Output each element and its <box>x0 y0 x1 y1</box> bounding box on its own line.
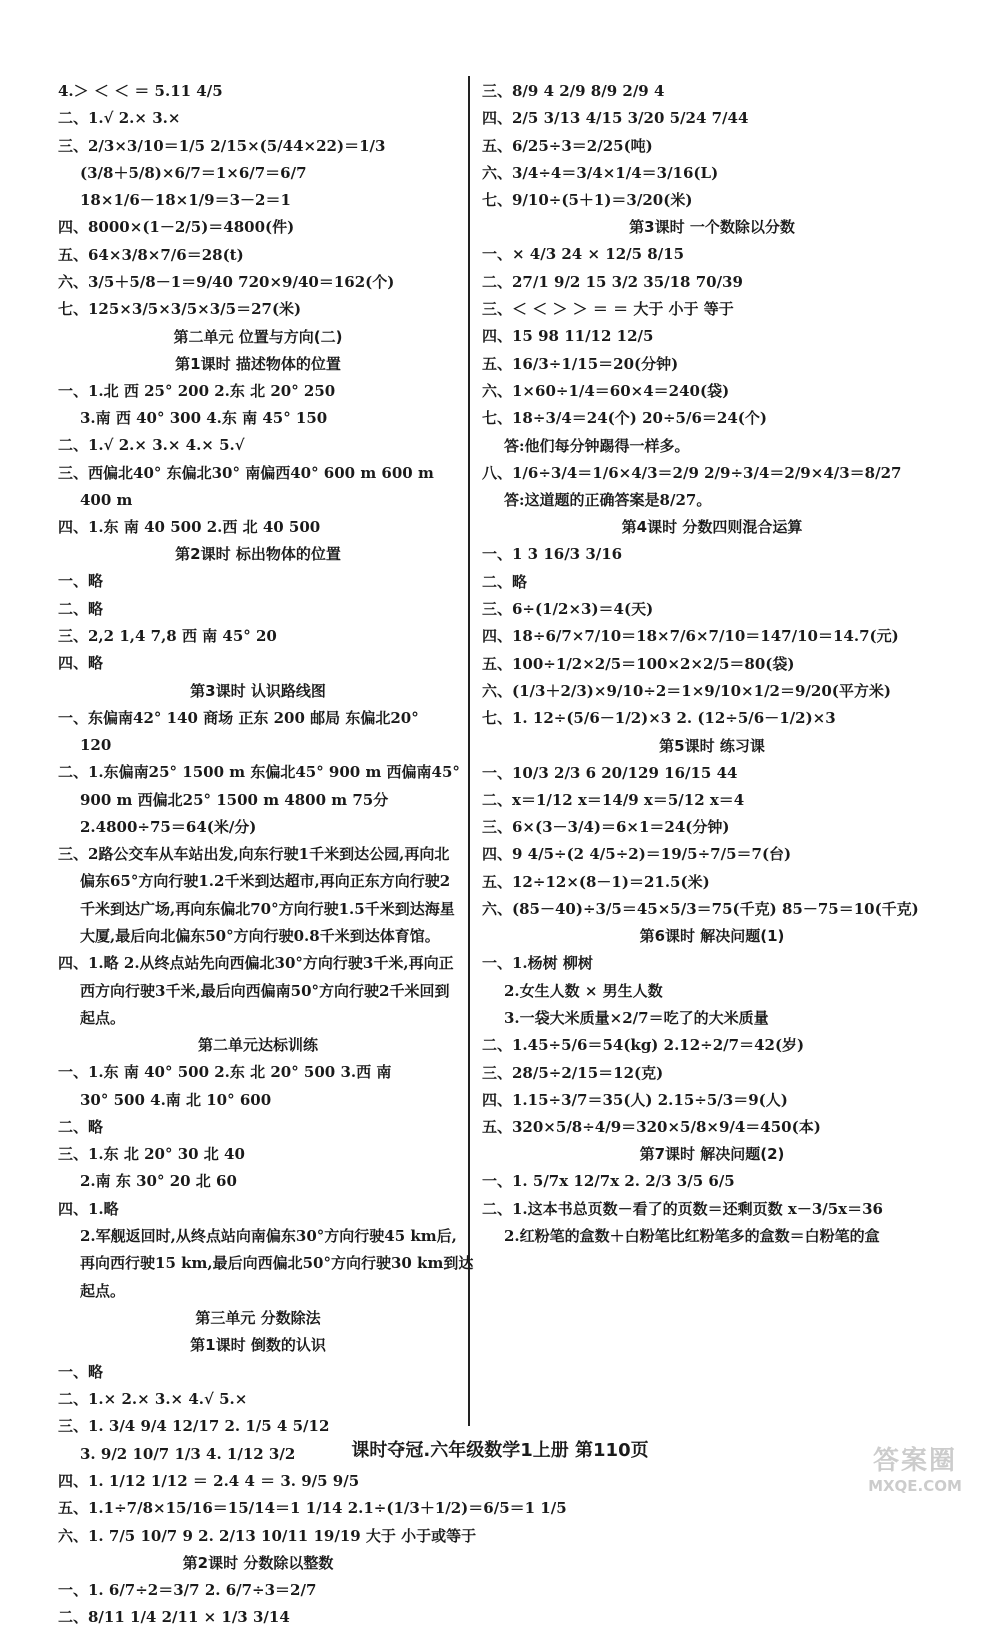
unit2-review-answers <box>58 1063 474 1300</box>
answer-line: 三、1.东 北 20° 30 北 40 <box>58 1145 245 1164</box>
answer-line: 五、16/3÷1/15＝20(分钟) <box>482 354 679 373</box>
answer-line: 四、8000×(1－2/5)＝4800(件) <box>58 218 295 237</box>
left-top-answers <box>58 82 458 319</box>
answer-line: 二、1.这本书总页数－看了的页数＝还剩页数 x－3/5x＝36 <box>482 1199 883 1218</box>
watermark-logo <box>850 1440 980 1500</box>
answer-line: 五、12÷12×(8－1)＝21.5(米) <box>482 872 710 891</box>
answer-line: 五、320×5/8÷4/9＝320×5/8×9/4＝450(本) <box>482 1118 821 1137</box>
answer-line: 30° 500 4.南 北 10° 600 <box>80 1090 272 1109</box>
answer-line: 三、1. 3/4 9/4 12/17 2. 1/5 4 5/12 <box>58 1417 330 1436</box>
unit3-lesson2-title: 第2课时 分数除以整数 <box>182 1553 334 1572</box>
answer-line: 四、1.15÷3/7＝35(人) 2.15÷5/3＝9(人) <box>482 1090 788 1109</box>
answer-line: 答:他们每分钟踢得一样多。 <box>504 436 690 455</box>
watermark-bottom-text: MXQE.COM <box>868 1477 962 1495</box>
answer-line: 二、1.45÷5/6＝54(kg) 2.12÷2/7＝42(岁) <box>482 1036 805 1055</box>
answer-line: 七、9/10÷(5＋1)＝3/20(米) <box>482 191 693 210</box>
answer-line: 千米到达广场,再向东偏北70°方向行驶1.5千米到达海星 <box>80 899 455 918</box>
answer-line: 三、2,2 1,4 7,8 西 南 45° 20 <box>58 627 277 646</box>
answer-line: 一、1. 6/7÷2＝3/7 2. 6/7÷3＝2/7 <box>58 1580 317 1599</box>
answer-line: 四、1. 1/12 1/12 ＝ 2.4 4 ＝ 3. 9/5 9/5 <box>58 1472 360 1491</box>
lesson3-title: 第3课时 一个数除以分数 <box>629 218 795 237</box>
answer-line: 三、2/3×3/10＝1/5 2/15×(5/44×22)＝1/3 <box>58 136 386 155</box>
answer-line: 2.红粉笔的盒数＋白粉笔比红粉笔多的盒数＝白粉笔的盒 <box>504 1226 880 1245</box>
right-column <box>482 82 942 1254</box>
answer-line: 18×1/6－18×1/9＝3－2＝1 <box>80 191 291 210</box>
answer-line: 一、1.东 南 40° 500 2.东 北 20° 500 3.西 南 <box>58 1063 392 1082</box>
lesson7-title: 第7课时 解决问题(2) <box>639 1145 785 1164</box>
answer-line: 再向西行驶15 km,最后向西偏北50°方向行驶30 km到达 <box>80 1254 474 1273</box>
answer-line: 六、3/4÷4＝3/4×1/4＝3/16(L) <box>482 163 719 182</box>
column-divider <box>468 76 470 1426</box>
answer-line: 3.一袋大米质量×2/7＝吃了的大米质量 <box>504 1008 769 1027</box>
unit2-lesson1-answers <box>58 382 458 537</box>
answer-line: 三、28/5÷2/15＝12(克) <box>482 1063 664 1082</box>
answer-line: 三、＜ ＜ ＞ ＞ ＝ ＝ 大于 小于 等于 <box>482 300 734 319</box>
answer-line: 起点。 <box>80 1281 126 1300</box>
answer-line: 一、略 <box>58 1362 104 1381</box>
unit2-lesson1-title: 第1课时 描述物体的位置 <box>175 354 341 373</box>
lesson5-title: 第5课时 练习课 <box>659 736 765 755</box>
unit3-title: 第三单元 分数除法 <box>195 1308 321 1327</box>
answer-line: 2.4800÷75＝64(米/分) <box>80 817 257 836</box>
answer-line: 答:这道题的正确答案是8/27。 <box>504 491 712 510</box>
unit3-lesson2-answers <box>58 1581 458 1627</box>
unit2-lesson3-answers <box>58 709 458 1028</box>
answer-line: 三、2路公交车从车站出发,向东行驶1千米到达公园,再向北 <box>58 845 450 864</box>
answer-line: 起点。 <box>80 1008 126 1027</box>
answer-line: 四、略 <box>58 654 104 673</box>
answer-line: 二、1.东偏南25° 1500 m 东偏北45° 900 m 西偏南45° <box>58 763 460 782</box>
answer-line: 二、略 <box>58 1117 104 1136</box>
page-footer: 课时夺冠.六年级数学1上册 第110页 <box>351 1440 649 1461</box>
answer-line: 四、2/5 3/13 4/15 3/20 5/24 7/44 <box>482 109 749 128</box>
unit2-title: 第二单元 位置与方向(二) <box>173 327 343 346</box>
answer-line: 一、× 4/3 24 × 12/5 8/15 <box>482 245 685 264</box>
answer-line: 3.南 西 40° 300 4.东 南 45° 150 <box>80 408 328 427</box>
answer-line: 二、略 <box>482 572 528 591</box>
answer-line: 二、8/11 1/4 2/11 × 1/3 3/14 <box>58 1608 290 1627</box>
right-top-answers <box>482 82 942 210</box>
answer-line: 二、略 <box>58 599 104 618</box>
answer-line: 七、18÷3/4＝24(个) 20÷5/6＝24(个) <box>482 409 767 428</box>
lesson4-answers <box>482 545 942 728</box>
answer-line: 三、6÷(1/2×3)＝4(天) <box>482 600 654 619</box>
answer-line: 六、1×60÷1/4＝60×4＝240(袋) <box>482 381 730 400</box>
answer-line: 二、1.√ 2.× 3.× <box>58 109 181 128</box>
answer-line: 一、1. 5/7x 12/7x 2. 2/3 3/5 6/5 <box>482 1172 735 1191</box>
unit3-lesson1-title: 第1课时 倒数的认识 <box>190 1335 326 1354</box>
answer-line: 一、东偏南42° 140 商场 正东 200 邮局 东偏北20° <box>58 708 419 727</box>
answer-line: 三、西偏北40° 东偏北30° 南偏西40° 600 m 600 m <box>58 463 434 482</box>
answer-line: 3. 9/2 10/7 1/3 4. 1/12 3/2 <box>80 1444 296 1463</box>
answer-line: 四、15 98 11/12 12/5 <box>482 327 654 346</box>
answer-line: 二、27/1 9/2 15 3/2 35/18 70/39 <box>482 272 743 291</box>
lesson6-answers <box>482 954 942 1137</box>
answer-line: 一、10/3 2/3 6 20/129 16/15 44 <box>482 763 738 782</box>
answer-line: 五、100÷1/2×2/5＝100×2×2/5＝80(袋) <box>482 654 795 673</box>
answer-line: 五、64×3/8×7/6＝28(t) <box>58 245 244 264</box>
answer-line: 2.女生人数 × 男生人数 <box>504 981 663 1000</box>
answer-line: 四、18÷6/7×7/10＝18×7/6×7/10＝147/10＝14.7(元) <box>482 627 899 646</box>
lesson5-answers <box>482 764 942 919</box>
lesson4-title: 第4课时 分数四则混合运算 <box>621 518 803 537</box>
answer-line: 六、1. 7/5 10/7 9 2. 2/13 10/11 19/19 大于 小于或等于 <box>58 1526 477 1545</box>
answer-line: 六、(85－40)÷3/5＝45×5/3＝75(千克) 85－75＝10(千克) <box>482 900 919 919</box>
answer-line: 2.南 东 30° 20 北 60 <box>80 1172 237 1191</box>
lesson6-title: 第6课时 解决问题(1) <box>639 927 785 946</box>
answer-line: 4.＞ ＜ ＜ ＝ 5.11 4/5 <box>58 82 223 100</box>
answer-line: 四、9 4/5÷(2 4/5÷2)＝19/5÷7/5＝7(台) <box>482 845 792 864</box>
watermark-top-text: 答案圈 <box>872 1446 957 1476</box>
answer-line: 大厦,最后向北偏东50°方向行驶0.8千米到达体育馆。 <box>80 927 440 946</box>
answer-line: 一、1 3 16/3 3/16 <box>482 545 623 564</box>
answer-line: 120 <box>80 735 112 754</box>
answer-line: 一、略 <box>58 572 104 591</box>
answer-line: 三、8/9 4 2/9 8/9 2/9 4 <box>482 82 665 100</box>
answer-line: 六、(1/3＋2/3)×9/10÷2＝1×9/10×1/2＝9/20(平方米) <box>482 681 891 700</box>
unit2-review-title: 第二单元达标训练 <box>197 1036 318 1055</box>
answer-line: 四、1.略 2.从终点站先向西偏北30°方向行驶3千米,再向正 <box>58 954 454 973</box>
answer-line: 二、1.√ 2.× 3.× 4.× 5.√ <box>58 436 245 455</box>
answer-line: 二、x＝1/12 x＝14/9 x＝5/12 x＝4 <box>482 790 745 809</box>
unit2-lesson2-title: 第2课时 标出物体的位置 <box>175 545 341 564</box>
unit2-lesson2-answers <box>58 572 458 673</box>
lesson7-answers <box>482 1172 942 1246</box>
answer-line: 四、1.东 南 40 500 2.西 北 40 500 <box>58 518 321 537</box>
answer-line: 西方向行驶3千米,最后向西偏南50°方向行驶2千米回到 <box>80 981 450 1000</box>
answer-line: 二、1.× 2.× 3.× 4.√ 5.× <box>58 1390 248 1409</box>
answer-line: 四、1.略 <box>58 1199 119 1218</box>
answer-line: 一、1.北 西 25° 200 2.东 北 20° 250 <box>58 381 336 400</box>
answer-line: 400 m <box>80 490 133 509</box>
answer-line: 八、1/6÷3/4＝1/6×4/3＝2/9 2/9÷3/4＝2/9×4/3＝8/27 <box>482 463 902 482</box>
answer-line: 三、6×(3－3/4)＝6×1＝24(分钟) <box>482 818 730 837</box>
answer-line: 一、1.杨树 柳树 <box>482 954 593 973</box>
answer-line: 六、3/5＋5/8－1＝9/40 720×9/40＝162(个) <box>58 273 395 292</box>
answer-line: 七、1. 12÷(5/6－1/2)×3 2. (12÷5/6－1/2)×3 <box>482 709 836 728</box>
answer-line: 五、6/25÷3＝2/25(吨) <box>482 136 653 155</box>
answer-line: 900 m 西偏北25° 1500 m 4800 m 75分 <box>80 790 389 809</box>
lesson3-answers <box>482 245 942 510</box>
answer-line: (3/8＋5/8)×6/7＝1×6/7＝6/7 <box>80 163 307 182</box>
answer-line: 七、125×3/5×3/5×3/5＝27(米) <box>58 300 302 319</box>
answer-line: 偏东65°方向行驶1.2千米到达超市,再向正东方向行驶2 <box>80 872 451 891</box>
answer-line: 2.军舰返回时,从终点站向南偏东30°方向行驶45 km后, <box>80 1226 457 1245</box>
answer-line: 五、1.1÷7/8×15/16＝15/14＝1 1/14 2.1÷(1/3＋1/2)＝6/5＝1 1/5 <box>58 1499 567 1518</box>
unit2-lesson3-title: 第3课时 认识路线图 <box>190 681 326 700</box>
